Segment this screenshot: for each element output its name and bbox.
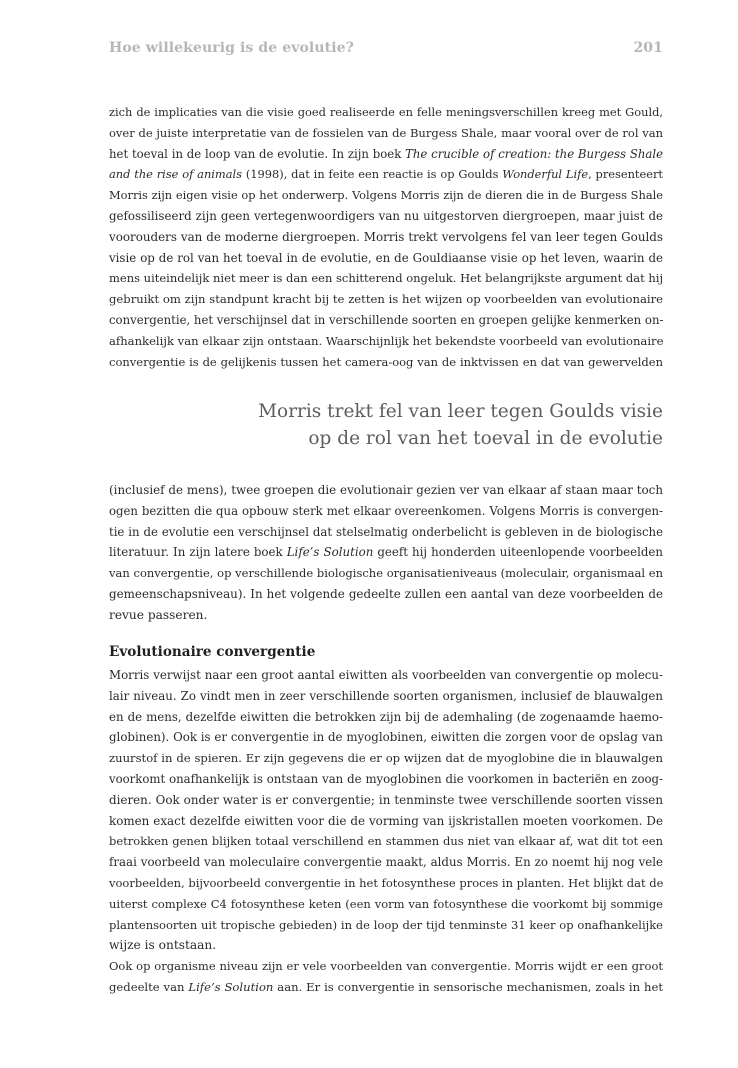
book-title-italic: Wonderful Life <box>502 167 589 182</box>
text-run: het toeval in de loop van de evolutie. In zijn boek <box>109 146 406 161</box>
text-line: zich de implicaties van die visie goed realiseerde en felle meningsverschillen kreeg met Gould, <box>109 105 663 119</box>
text-line: komen exact dezelfde eiwitten voor die de vorming van ijskristallen moeten voorkomen. De <box>109 813 663 828</box>
pull-quote <box>200 398 663 452</box>
paragraph-4 <box>109 956 663 998</box>
text-run: , presenteert <box>588 167 664 182</box>
text-run: gedeelte van <box>109 979 189 994</box>
text-line: Ook op organisme niveau zijn er vele voorbeelden van convergentie. Morris wijdt er een groot <box>109 959 663 973</box>
text-line: Morris zijn eigen visie op het onderwerp. Volgens Morris zijn de dieren die in de Burgess Shale <box>109 188 663 203</box>
text-line: revue passeren. <box>109 607 208 622</box>
text-line: en de mens, dezelfde eiwitten die betrokken zijn bij de ademhaling (de zogenaamde haemo- <box>109 709 663 724</box>
text-run: (1998), dat in feite een reactie is op Goulds <box>242 167 503 182</box>
text-line: lair niveau. Zo vindt men in zeer verschillende soorten organismen, inclusief de blauwalgen <box>109 688 663 703</box>
text-line: gemeenschapsniveau). In het volgende gedeelte zullen een aantal van deze voorbeelden de <box>109 586 663 601</box>
text-line: van convergentie, op verschillende biologische organisatieniveaus (moleculair, organismaal en <box>109 566 663 581</box>
text-line: gefossiliseerd zijn geen vertegenwoordigers van nu uitgestorven diergroepen, maar juist de <box>109 208 663 223</box>
text-line: globinen). Ook is er convergentie in de myoglobinen, eiwitten die zorgen voor de opslag van <box>109 730 663 745</box>
text-line: dieren. Ook onder water is er convergentie; in tenminste twee verschillende soorten vissen <box>109 792 663 807</box>
text-line <box>109 542 663 563</box>
text-line: voorkomt onafhankelijk is ontstaan van de myoglobinen die voorkomen in bacteriën en zoog- <box>109 771 663 786</box>
text-line: convergentie, het verschijnsel dat in verschillende soorten en groepen gelijke kenmerken on- <box>109 312 664 327</box>
book-title-italic: Life’s Solution <box>188 979 274 994</box>
page-number: 201 <box>633 40 663 56</box>
text-line: ogen bezitten die qua opbouw sterk met elkaar overeenkomen. Volgens Morris is convergen- <box>109 503 663 518</box>
text-line: uiterst complexe C4 fotosynthese keten (een vorm van fotosynthese die voorkomt bij sommige <box>109 896 663 911</box>
text-line: convergentie is de gelijkenis tussen het camera-oog van de inktvissen en dat van gewervelden <box>109 354 663 369</box>
section-heading: Evolutionaire convergentie <box>109 644 316 660</box>
text-line: Morris verwijst naar een groot aantal eiwitten als voorbeelden van convergentie op molecu- <box>109 668 663 682</box>
pull-quote-line: op de rol van het toeval in de evolutie <box>308 428 663 449</box>
paragraph-2 <box>109 480 663 626</box>
text-line <box>109 977 663 998</box>
paragraph-1 <box>109 102 663 372</box>
text-line: wijze is ontstaan. <box>109 938 217 953</box>
running-head-title: Hoe willekeurig is de evolutie? <box>109 40 354 56</box>
text-line: betrokken genen blijken totaal verschillend en stammen dus niet van elkaar af, wat dit tot een <box>109 834 663 849</box>
pull-quote-line: Morris trekt fel van leer tegen Goulds visie <box>258 401 663 422</box>
text-line: visie op de rol van het toeval in de evolutie, en de Gouldiaanse visie op het leven, waarin de <box>109 250 663 265</box>
text-line <box>109 144 663 165</box>
text-run: aan. Er is convergentie in sensorische mechanismen, zoals in het <box>273 979 663 994</box>
text-run: geeft hij honderden uiteenlopende voorbeelden <box>373 545 664 560</box>
text-run: literatuur. In zijn latere boek <box>109 545 287 560</box>
text-line: tie in de evolutie een verschijnsel dat stelselmatig onderbelicht is gebleven in de biologische <box>109 524 663 539</box>
text-line: gebruikt om zijn standpunt kracht bij te zetten is het wijzen op voorbeelden van evolutionaire <box>109 292 663 307</box>
text-line: zuurstof in de spieren. Er zijn gegevens die er op wijzen dat de myoglobine die in blauwalgen <box>109 751 663 766</box>
text-line: plantensoorten uit tropische gebieden) in de loop der tijd tenminste 31 keer op onafhankelijke <box>109 917 663 932</box>
paragraph-3 <box>109 665 663 956</box>
text-line: mens uiteindelijk niet meer is dan een schitterend ongeluk. Het belangrijkste argument dat hij <box>109 271 664 286</box>
text-line <box>109 164 663 185</box>
text-line: over de juiste interpretatie van de fossielen van de Burgess Shale, maar vooral over de rol van <box>109 125 663 140</box>
book-title-italic: Life’s Solution <box>286 545 374 560</box>
text-line: voorbeelden, bijvoorbeeld convergentie in het fotosynthese proces in planten. Het blijkt dat de <box>109 875 664 890</box>
text-line: voorouders van de moderne diergroepen. Morris trekt vervolgens fel van leer tegen Goulds <box>109 229 663 244</box>
text-line: (inclusief de mens), twee groepen die evolutionair gezien ver van elkaar af staan maar toch <box>109 483 663 497</box>
text-line: fraai voorbeeld van moleculaire convergentie maakt, aldus Morris. En zo noemt hij nog vele <box>109 855 663 870</box>
text-line: afhankelijk van elkaar zijn ontstaan. Waarschijnlijk het bekendste voorbeeld van evolutionaire <box>109 333 664 348</box>
book-title-italic: The crucible of creation: the Burgess Shale <box>405 146 663 161</box>
book-title-italic: and the rise of animals <box>109 167 243 182</box>
